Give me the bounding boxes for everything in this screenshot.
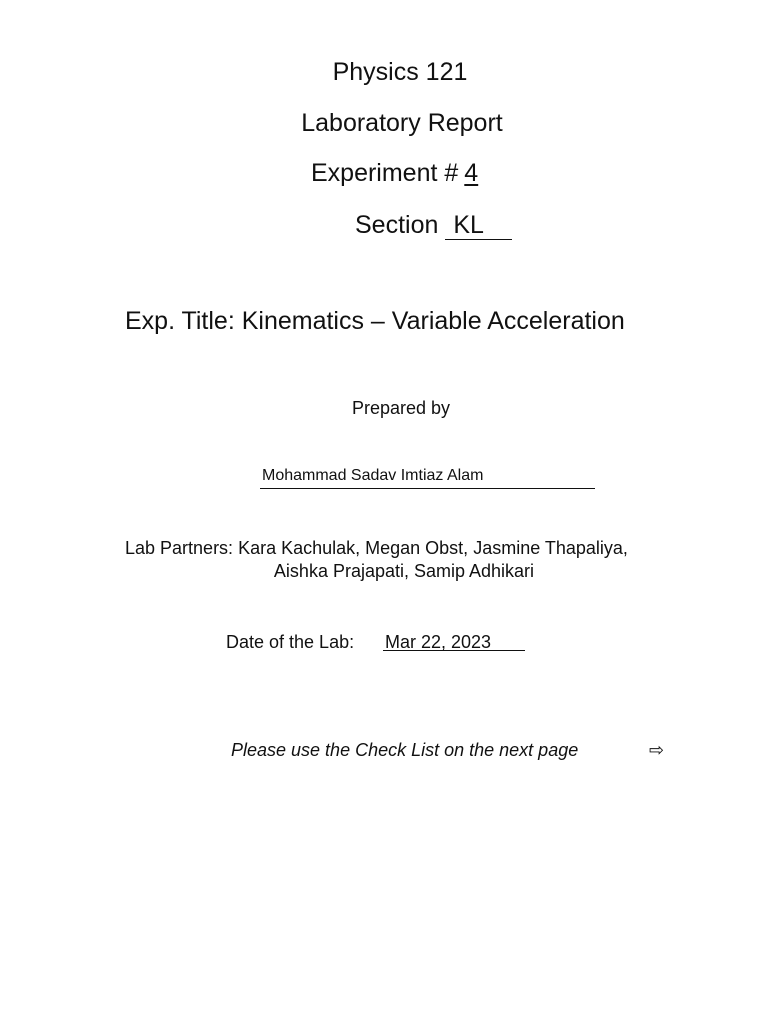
experiment-title: Exp. Title: Kinematics – Variable Acceleration	[125, 307, 625, 335]
section-line	[355, 211, 512, 240]
experiment-number-line	[311, 159, 478, 188]
report-type: Laboratory Report	[301, 109, 503, 137]
lab-partners-line-2: Aishka Prajapati, Samip Adhikari	[273, 561, 535, 581]
section-value: KL	[445, 211, 512, 240]
checklist-note: Please use the Check List on the next page	[231, 740, 579, 760]
prepared-by-label: Prepared by	[351, 398, 451, 418]
experiment-label: Experiment #	[311, 159, 459, 187]
author-underline	[260, 488, 595, 489]
date-underline	[383, 650, 525, 651]
experiment-number: 4	[464, 159, 479, 187]
author-name: Mohammad Sadav Imtiaz Alam	[262, 467, 484, 484]
date-label: Date of the Lab:	[226, 632, 355, 652]
course-title: Physics 121	[332, 58, 468, 86]
section-label: Section	[355, 211, 439, 239]
right-arrow-icon: ⇨	[649, 740, 665, 760]
lab-partners-line-1: Lab Partners: Kara Kachulak, Megan Obst, Jasmine Thapaliya,	[125, 538, 628, 558]
date-value: Mar 22, 2023	[385, 632, 492, 652]
